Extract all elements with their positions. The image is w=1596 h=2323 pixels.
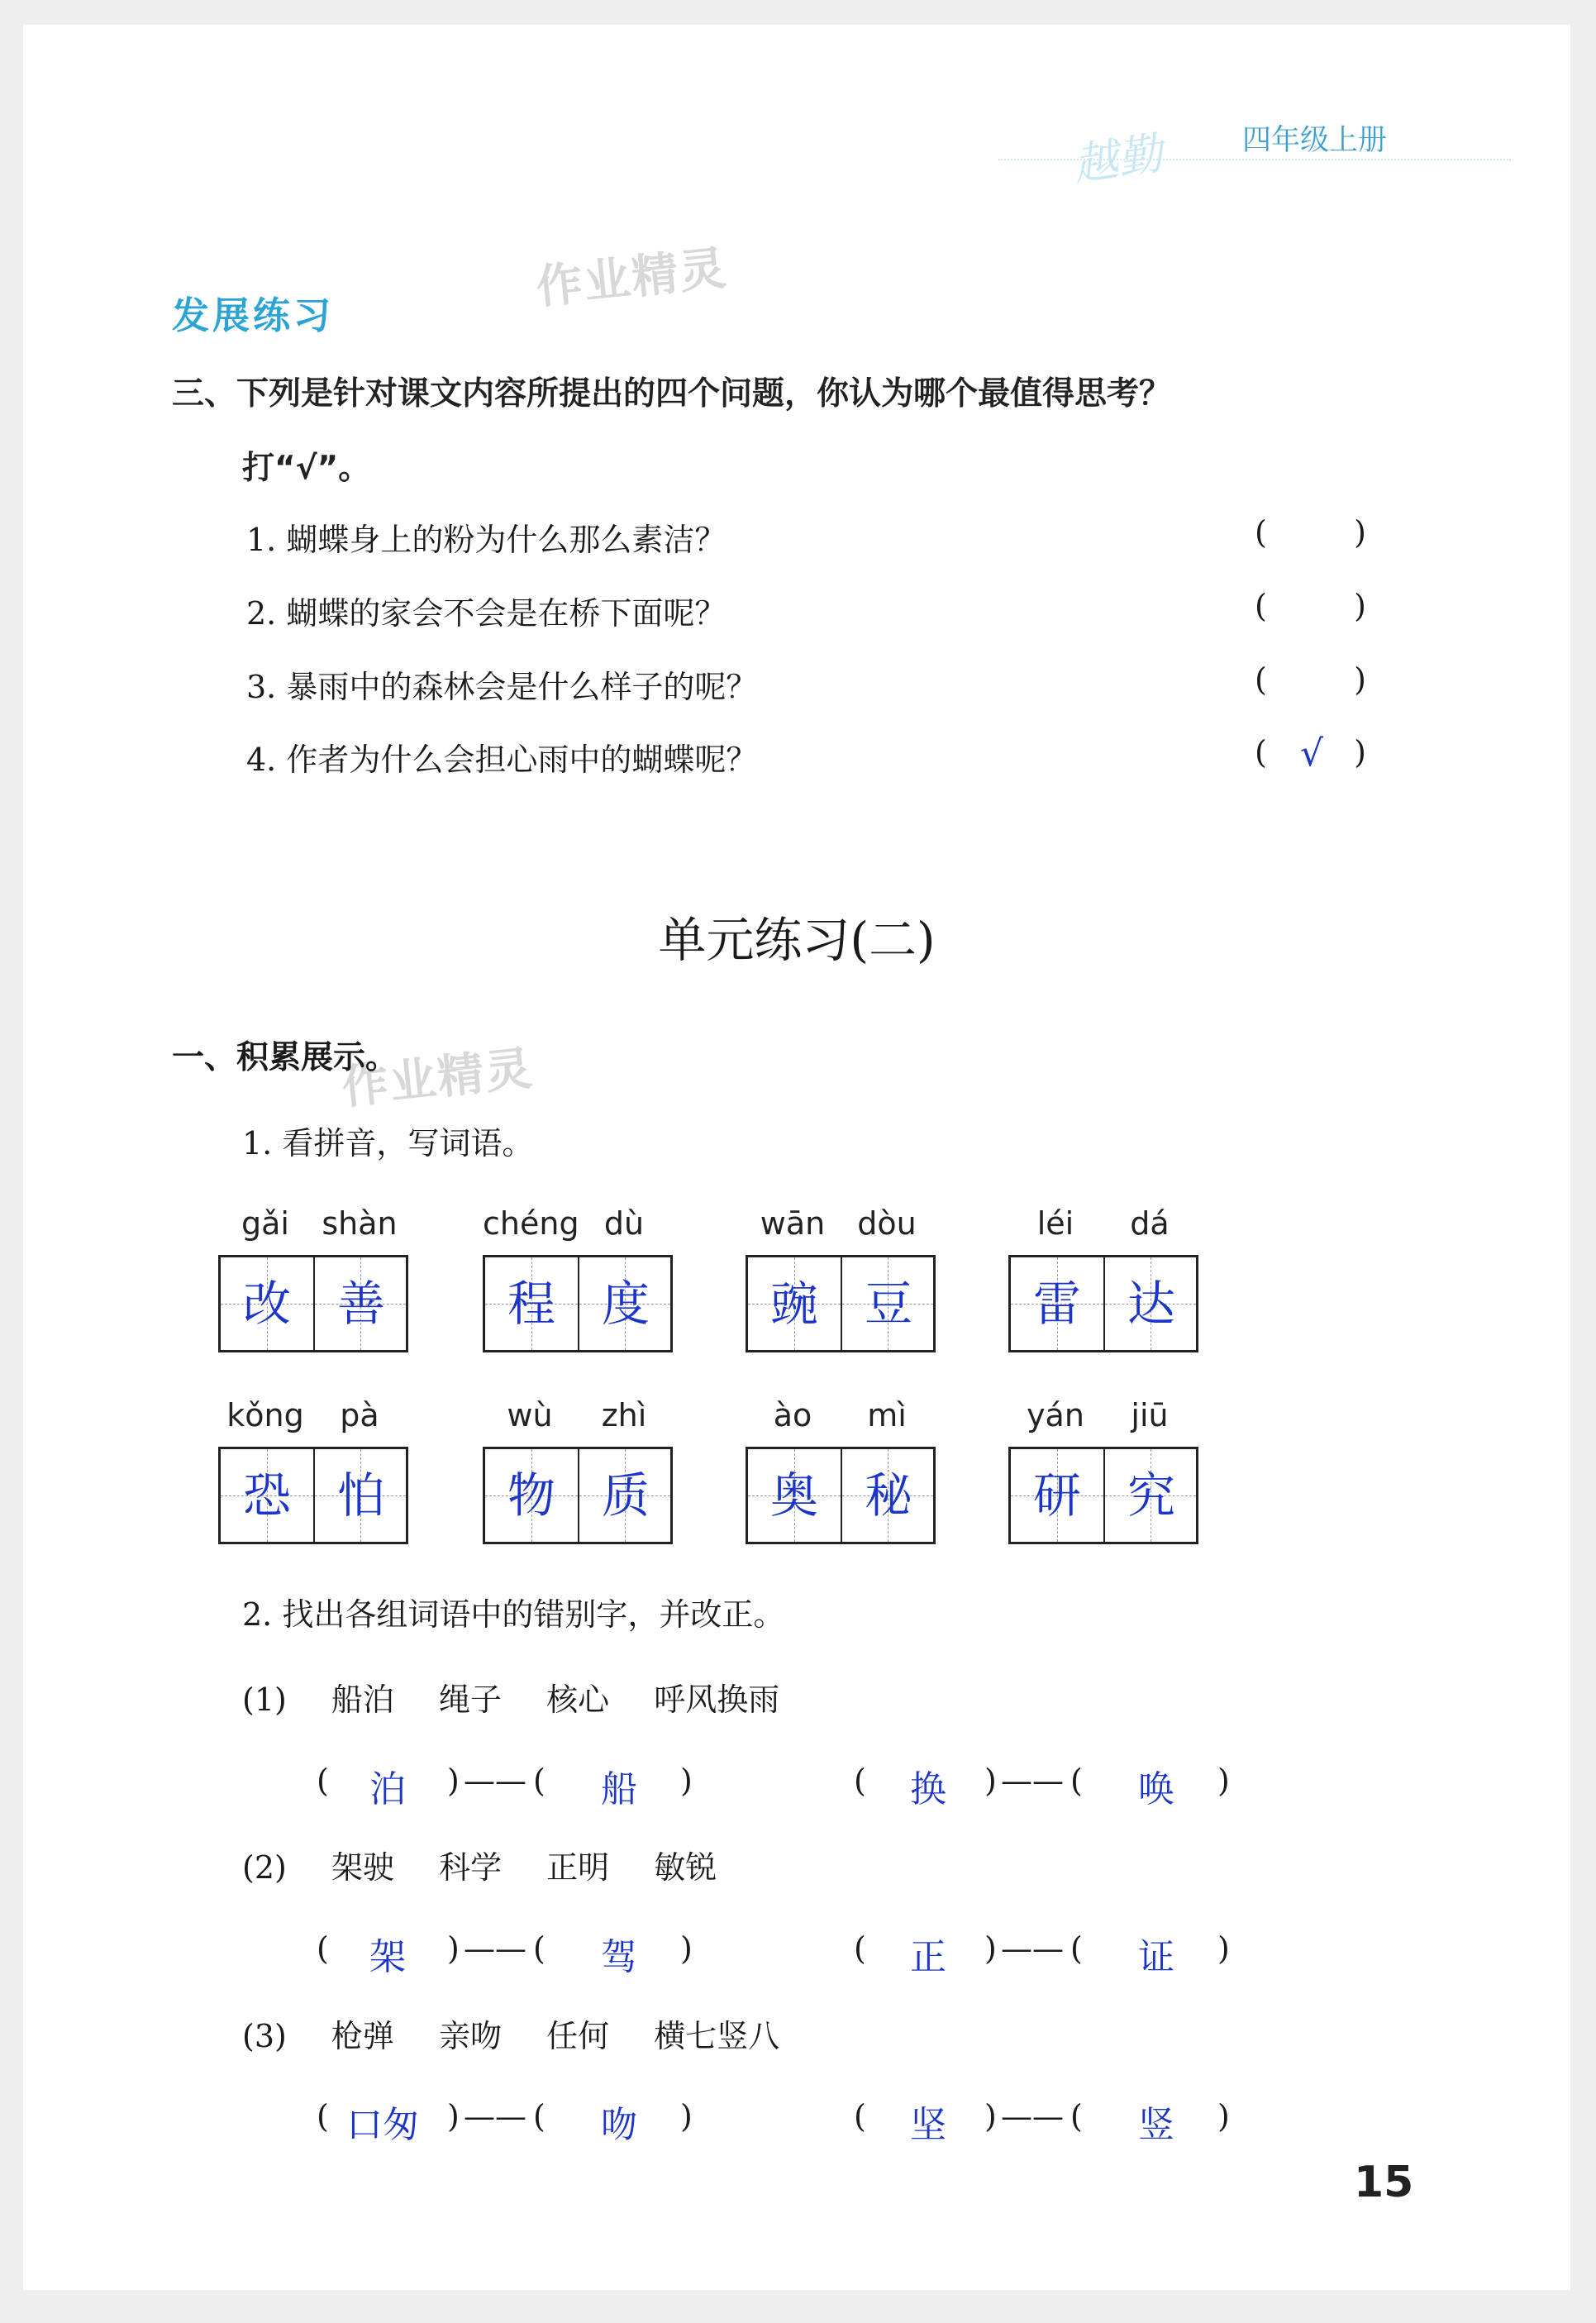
- paren-close: ): [680, 1763, 693, 1799]
- pinyin-word: [218, 1397, 407, 1554]
- group-word: 科学: [439, 1849, 503, 1886]
- paren-open: (: [317, 1763, 329, 1799]
- wrong-char: 口匆: [346, 2104, 419, 2146]
- paren-close: ): [447, 1930, 460, 1967]
- paren-open: (: [1070, 1930, 1083, 1967]
- watermark: 作业精灵: [533, 241, 731, 315]
- pinyin-syllable: dá: [1130, 1205, 1170, 1242]
- written-char: 度: [601, 1276, 650, 1332]
- pinyin-syllable: jiū: [1131, 1397, 1169, 1433]
- char-cell: [748, 1449, 841, 1542]
- character-boxes: [483, 1447, 673, 1544]
- question-3-prompt-cont: 打“√”。: [242, 450, 371, 487]
- char-cell: [1011, 1449, 1103, 1542]
- question-item: 1. 蝴蝶身上的粉为什么那么素洁？: [246, 522, 727, 558]
- pinyin-syllable: pà: [340, 1397, 379, 1433]
- character-boxes: [1008, 1447, 1198, 1544]
- paren-open: (: [854, 1763, 866, 1799]
- paren-close: ): [680, 2098, 693, 2135]
- written-char: 研: [1032, 1467, 1081, 1524]
- paren-open: (: [1255, 514, 1267, 551]
- group-word: 枪弹: [331, 2018, 394, 2054]
- wrong-char: 泊: [369, 1768, 406, 1810]
- question-item: 2. 蝴蝶的家会不会是在桥下面呢？: [246, 595, 727, 632]
- paren-close: ): [1354, 661, 1366, 698]
- header-brand-logo: 越勤: [1070, 126, 1166, 192]
- group-word: 横七竖八: [654, 2018, 780, 2054]
- paren-open: (: [1255, 734, 1267, 770]
- word-group: [242, 1674, 814, 1720]
- char-cell: [485, 1257, 578, 1350]
- written-char: 雷: [1032, 1276, 1081, 1332]
- paren-close: ): [1217, 1930, 1230, 1967]
- written-char: 改: [242, 1276, 291, 1332]
- wrong-char: 坚: [910, 2104, 946, 2146]
- pinyin-word: [746, 1205, 934, 1362]
- paren-open: (: [1255, 588, 1267, 624]
- pinyin-syllable: wù: [507, 1397, 553, 1433]
- dash: ——: [1001, 1930, 1064, 1967]
- unit-title: 单元练习(二): [658, 912, 936, 968]
- check-mark: √: [1300, 732, 1324, 775]
- group-word: 正明: [546, 1849, 610, 1886]
- grade-label: 四年级上册: [1242, 124, 1388, 157]
- pinyin-syllable: gǎi: [241, 1205, 289, 1242]
- group-word: 亲吻: [439, 2018, 503, 2054]
- char-cell: [1011, 1257, 1103, 1350]
- paren-open: (: [317, 1930, 329, 1967]
- char-cell: [221, 1449, 313, 1542]
- group-word: 敏锐: [654, 1849, 717, 1886]
- dash: ——: [464, 2098, 526, 2135]
- group-label: (2): [242, 1849, 287, 1886]
- pinyin-syllable: dòu: [857, 1205, 917, 1242]
- char-cell: [578, 1257, 670, 1350]
- watermark: 作业精灵: [339, 1042, 536, 1115]
- group-label: (3): [242, 2018, 287, 2054]
- subquestion-1: 1. 看拼音，写词语。: [242, 1125, 534, 1162]
- group-word: 绳子: [439, 1681, 503, 1718]
- char-cell: [313, 1257, 406, 1350]
- char-cell: [221, 1257, 313, 1350]
- written-char: 恐: [242, 1467, 291, 1524]
- paren-close: ): [1354, 514, 1366, 551]
- question-item: 3. 暴雨中的森林会是什么样子的呢？: [246, 669, 758, 705]
- character-boxes: [1008, 1255, 1198, 1352]
- paren-open: (: [1255, 661, 1267, 698]
- group-word: 呼风换雨: [654, 1681, 780, 1718]
- char-cell: [485, 1449, 578, 1542]
- subquestion-2: 2. 找出各组词语中的错别字，并改正。: [242, 1596, 785, 1633]
- paren-close: ): [984, 2098, 997, 2135]
- wrong-char: 换: [910, 1768, 946, 1810]
- character-boxes: [483, 1255, 673, 1352]
- pinyin-syllable: ào: [773, 1397, 812, 1433]
- pinyin-word: [1008, 1397, 1197, 1554]
- section-title: 发展练习: [172, 293, 335, 337]
- written-char: 物: [507, 1467, 555, 1524]
- written-char: 质: [601, 1467, 650, 1524]
- paren-open: (: [533, 1930, 545, 1967]
- paren-close: ): [1217, 2098, 1230, 2135]
- pinyin-word: [746, 1397, 934, 1554]
- correction-answer: [317, 2098, 697, 2148]
- paren-close: ): [984, 1763, 997, 1799]
- word-group: [242, 2011, 814, 2056]
- written-char: 善: [336, 1276, 385, 1332]
- paren-open: (: [1070, 1763, 1083, 1799]
- paren-close: ): [1217, 1763, 1230, 1799]
- character-boxes: [746, 1255, 936, 1352]
- correct-char: 吻: [601, 2104, 637, 2146]
- correction-answer: [854, 1930, 1234, 1980]
- group-word: 核心: [546, 1681, 610, 1718]
- correct-char: 船: [601, 1768, 637, 1810]
- written-char: 秘: [864, 1467, 912, 1524]
- question-item: 4. 作者为什么会担心雨中的蝴蝶呢？: [246, 742, 758, 778]
- workbook-page: [23, 25, 1570, 2290]
- character-boxes: [218, 1447, 408, 1544]
- dash: ——: [464, 1930, 526, 1967]
- group-label: (1): [242, 1681, 287, 1718]
- dash: ——: [1001, 2098, 1064, 2135]
- header-divider: [998, 159, 1511, 160]
- correct-char: 竖: [1138, 2104, 1174, 2146]
- char-cell: [841, 1449, 933, 1542]
- written-char: 究: [1127, 1467, 1175, 1524]
- char-cell: [1103, 1257, 1196, 1350]
- character-boxes: [218, 1255, 408, 1352]
- char-cell: [578, 1449, 670, 1542]
- paren-open: (: [533, 1763, 545, 1799]
- pinyin-syllable: yán: [1027, 1397, 1084, 1433]
- wrong-char: 架: [369, 1936, 406, 1978]
- pinyin-syllable: wān: [760, 1205, 826, 1242]
- group-word: 架驶: [331, 1849, 394, 1886]
- correction-answer: [854, 1763, 1234, 1812]
- dash: ——: [1001, 1763, 1064, 1799]
- paren-close: ): [447, 2098, 460, 2135]
- written-char: 程: [507, 1276, 555, 1332]
- paren-open: (: [1070, 2098, 1083, 2135]
- pinyin-syllable: dù: [603, 1205, 645, 1242]
- pinyin-word: [483, 1397, 671, 1554]
- char-cell: [313, 1449, 406, 1542]
- paren-open: (: [854, 2098, 866, 2135]
- written-char: 奥: [769, 1467, 818, 1524]
- pinyin-syllable: kǒng: [226, 1397, 304, 1433]
- pinyin-syllable: léi: [1036, 1205, 1074, 1242]
- written-char: 达: [1127, 1276, 1175, 1332]
- character-boxes: [746, 1447, 936, 1544]
- dash: ——: [464, 1763, 526, 1799]
- paren-open: (: [854, 1930, 866, 1967]
- paren-open: (: [533, 2098, 545, 2135]
- written-char: 豌: [769, 1276, 818, 1332]
- paren-close: ): [984, 1930, 997, 1967]
- paren-close: ): [1354, 588, 1366, 624]
- wrong-char: 正: [910, 1936, 946, 1978]
- group-word: 船泊: [331, 1681, 394, 1718]
- written-char: 豆: [864, 1276, 912, 1332]
- pinyin-syllable: chéng: [483, 1205, 579, 1242]
- question-1-title: 一、积累展示。: [172, 1039, 398, 1076]
- correct-char: 驾: [601, 1936, 637, 1978]
- correct-char: 唤: [1138, 1768, 1174, 1810]
- pinyin-syllable: shàn: [322, 1205, 398, 1242]
- word-group: [242, 1842, 751, 1887]
- pinyin-syllable: zhì: [601, 1397, 647, 1433]
- correct-char: 证: [1138, 1936, 1174, 1978]
- char-cell: [1103, 1449, 1196, 1542]
- group-word: 任何: [546, 2018, 610, 2054]
- pinyin-word: [218, 1205, 407, 1362]
- pinyin-syllable: mì: [867, 1397, 907, 1433]
- paren-open: (: [317, 2098, 329, 2135]
- pinyin-word: [483, 1205, 671, 1362]
- paren-close: ): [447, 1763, 460, 1799]
- question-3-prompt: 三、下列是针对课文内容所提出的四个问题，你认为哪个最值得思考？: [172, 375, 1172, 413]
- correction-answer: [317, 1930, 697, 1980]
- page-number: 15: [1354, 2158, 1414, 2207]
- pinyin-word: [1008, 1205, 1197, 1362]
- correction-answer: [317, 1763, 697, 1812]
- char-cell: [841, 1257, 933, 1350]
- paren-close: ): [1354, 734, 1366, 770]
- char-cell: [748, 1257, 841, 1350]
- written-char: 怕: [336, 1467, 385, 1524]
- paren-close: ): [680, 1930, 693, 1967]
- correction-answer: [854, 2098, 1234, 2148]
